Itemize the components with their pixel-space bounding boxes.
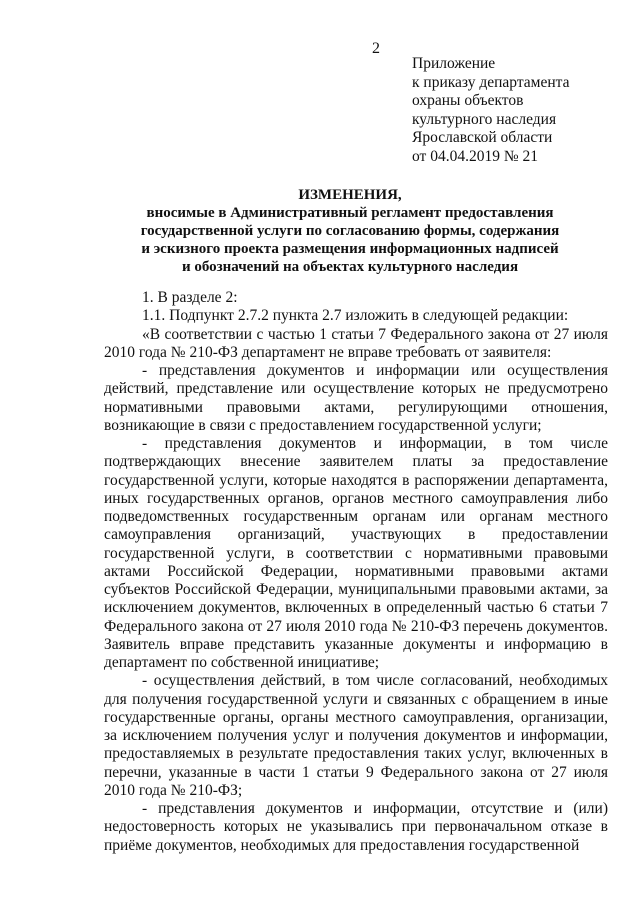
list-item: - представления документов и информации, отсутствие и (или) недостоверность которых не указывались при первоначальном отказе в приёме документов, необходимых для предоставления государственной bbox=[104, 800, 608, 854]
subsection-heading: 1.1. Подпункт 2.7.2 пункта 2.7 изложить в следующей редакции: bbox=[142, 307, 569, 325]
appendix-line: от 04.04.2019 № 21 bbox=[412, 147, 538, 165]
list-item: - представления документов и информации или осуществления действий, представление или осуществление которых не предусмотрено нормативными правовыми актами, регулирующими отношения, возникающие в связи с предоставлением государственной услуги; bbox=[104, 362, 608, 434]
title-line: вносимые в Административный регламент предоставления bbox=[146, 205, 554, 221]
title-heading: ИЗМЕНЕНИЯ, bbox=[298, 187, 402, 203]
appendix-line: охраны объектов bbox=[412, 92, 524, 109]
document-title bbox=[100, 186, 600, 276]
body-paragraph: «В соответствии с частью 1 статьи 7 Федерального закона от 27 июля 2010 года № 210-ФЗ департамент не вправе требовать от заявителя: bbox=[104, 325, 608, 361]
appendix-line: Приложение bbox=[412, 55, 496, 72]
title-line: государственной услуги по согласованию формы, содержания bbox=[140, 223, 560, 239]
document-body bbox=[104, 289, 608, 855]
appendix-line: культурного наследия bbox=[412, 110, 557, 128]
title-line: и обозначений на объектах культурного наследия bbox=[181, 259, 519, 275]
list-item: - осуществления действий, в том числе согласований, необходимых для получения государственной услуги и связанных с обращением в иные государственные органы, органы местного самоуправления, организации, за исключением получения услуг и получения документов и информации, предоставляемых в результате предоставления таких услуг, включенных в перечни, указанные в части 1 статьи 9 Федерального закона от 27 июля 2010 года № 210-ФЗ; bbox=[104, 672, 608, 799]
appendix-note bbox=[412, 55, 632, 166]
title-line: и эскизного проекта размещения информационных надписей bbox=[141, 241, 559, 257]
page-number: 2 bbox=[372, 40, 380, 57]
appendix-line: к приказу департамента bbox=[412, 73, 570, 91]
appendix-line: Ярославской области bbox=[412, 129, 553, 146]
section-heading: 1. В разделе 2: bbox=[142, 289, 238, 306]
list-item: - представления документов и информации, в том числе подтверждающих внесение заявителем платы за предоставление государственной услуги, которые находятся в распоряжении департамента, иных государственных органов, органов местного самоуправления либо подведомственных государственным органам или органам местного самоуправления организаций, участвующих в предоставлении государственной услуги, в соответствии с нормативными правовыми актами Российской Федерации, нормативными правовыми актами субъектов Российской Федерации, муниципальными правовыми актами, за исключением документов, включенных в определенный частью 6 статьи 7 Федерального закона от 27 июля 2010 года № 210-ФЗ перечень документов. Заявитель вправе представить указанные документы и информацию в департамент по собственной инициативе; bbox=[104, 435, 608, 671]
